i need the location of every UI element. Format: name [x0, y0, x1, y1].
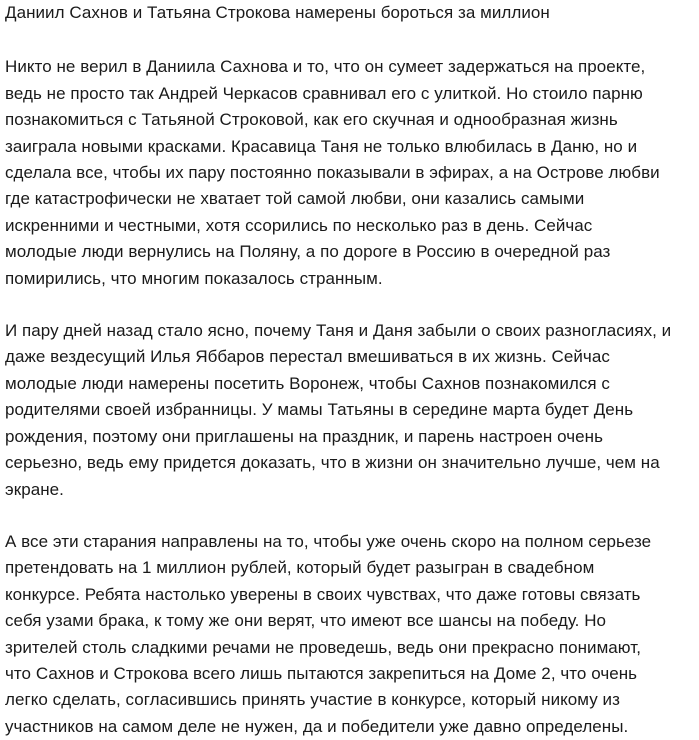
text-line: ведь не просто так Андрей Черкасов сравнивал его с улиткой. Но стоило парню — [5, 83, 643, 103]
text-line: И пару дней назад стало ясно, почему Таня и Даня забыли о своих разногласиях, и — [5, 321, 672, 341]
text-line: Никто не верил в Даниила Сахнова и то, что он сумеет задержаться на проекте, — [5, 57, 646, 77]
text-line: зрителей столь сладкими речами не проведешь, ведь они прекрасно понимают, — [5, 637, 641, 657]
article-paragraph-3 — [5, 529, 695, 740]
spacer — [5, 26, 695, 54]
article-paragraph-2 — [5, 318, 695, 503]
text-line: помирились, что многим показалось странным. — [5, 268, 383, 288]
spacer — [5, 292, 695, 318]
text-line: познакомиться с Татьяной Строковой, как его скучная и однообразная жизнь — [5, 110, 618, 130]
spacer — [5, 503, 695, 529]
text-line: даже вездесущий Илья Яббаров перестал вмешиваться в их жизнь. Сейчас — [5, 347, 610, 367]
text-line: молодые люди намерены посетить Воронеж, чтобы Сахнов познакомился с — [5, 373, 610, 393]
text-line: родителями своей избранницы. У мамы Татьяны в середине марта будет День — [5, 400, 634, 420]
text-line: экране. — [5, 479, 64, 499]
text-line: претендовать на 1 миллион рублей, который будет разыгран в свадебном — [5, 558, 595, 578]
text-line: А все эти старания направлены на то, чтобы уже очень скоро на полном серьезе — [5, 531, 652, 551]
text-line: молодые люди вернулись на Поляну, а по дороге в Россию в очередной раз — [5, 242, 611, 262]
article — [5, 0, 695, 740]
text-line: сделала все, чтобы их пару постоянно показывали в эфирах, а на Острове любви — [5, 163, 660, 183]
text-line: где катастрофически не хватает той самой любви, они казались самыми — [5, 189, 585, 209]
text-line: себя узами брака, к тому же они верят, что имеют все шансы на победу. Но — [5, 611, 607, 631]
text-line: легко сделать, согласившись принять участие в конкурсе, который никому из — [5, 690, 620, 710]
text-line: искренними и честными, хотя ссорились по несколько раз в день. Сейчас — [5, 215, 593, 235]
text-line: рождения, поэтому они приглашены на праздник, и парень настроен очень — [5, 426, 604, 446]
text-line: участников на самом деле не нужен, да и победители уже давно определены. — [5, 716, 629, 736]
text-line: серьезно, ведь ему придется доказать, что в жизни он значительно лучше, чем на — [5, 453, 660, 473]
text-line: заиграла новыми красками. Красавица Таня не только влюбилась в Даню, но и — [5, 136, 638, 156]
article-title: Даниил Сахнов и Татьяна Строкова намерены бороться за миллион — [5, 3, 550, 22]
text-line: конкурсе. Ребята настолько уверены в своих чувствах, что даже готовы связать — [5, 584, 641, 604]
article-paragraph-1 — [5, 54, 695, 292]
text-line: что Сахнов и Строкова всего лишь пытаются закрепиться на Доме 2, что очень — [5, 663, 638, 683]
